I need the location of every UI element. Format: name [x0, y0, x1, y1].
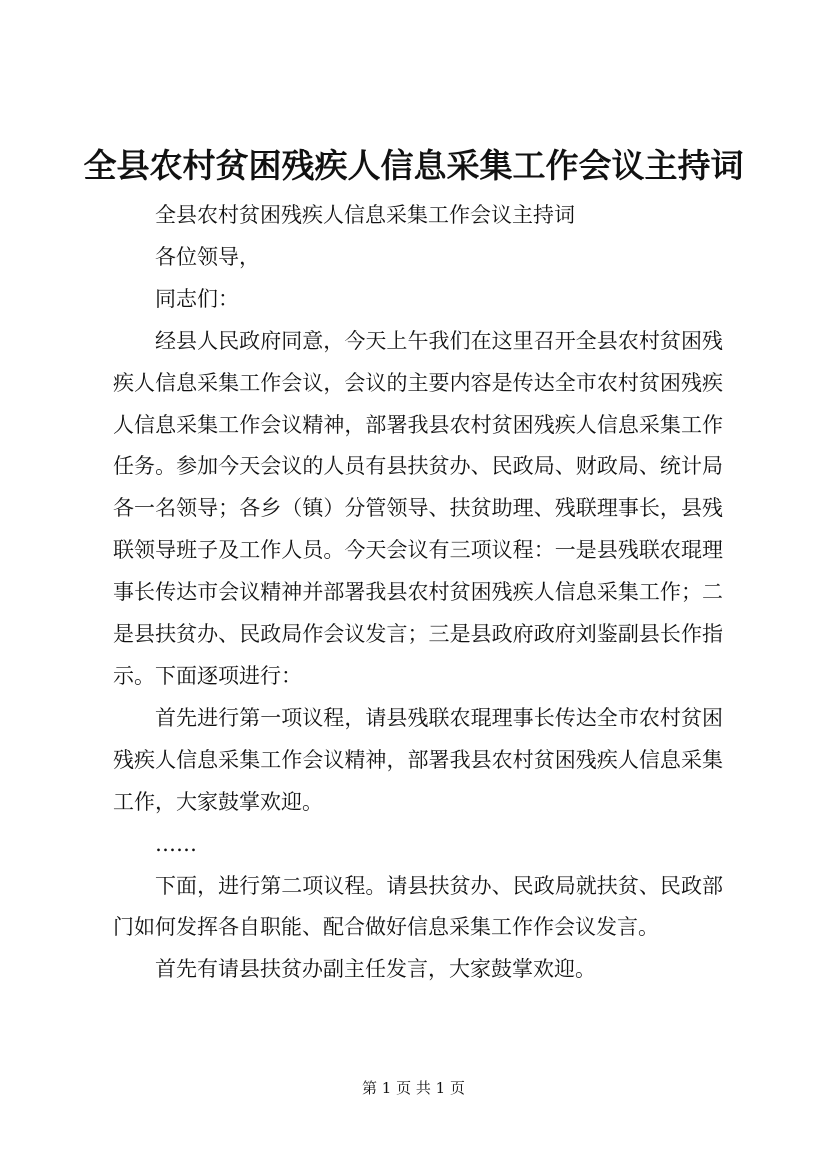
- paragraph-ellipsis: ……: [155, 831, 197, 856]
- document-body: [113, 195, 723, 991]
- paragraph-opening: 经县人民政府同意，今天上午我们在这里召开全县农村贫困残疾人信息采集工作会议，会议的主要内容是传达全市农村贫困残疾人信息采集工作会议精神，部署我县农村贫困残疾人信息采集工作任务。参加今天会议的人员有县扶贫办、民政局、财政局、统计局各一名领导；各乡（镇）分管领导、扶贫助理、残联理事长，县残联领导班子及工作人员。今天会议有三项议程：一是县残联农琨理事长传达市会议精神并部署我县农村贫困残疾人信息采集工作；二是县扶贫办、民政局作会议发言；三是县政府政府刘鉴副县长作指示。下面逐项进行：: [113, 328, 723, 688]
- paragraph-salutation-leaders: 各位领导，: [155, 244, 260, 269]
- paragraph-first-speaker: 首先有请县扶贫办副主任发言，大家鼓掌欢迎。: [155, 957, 596, 982]
- paragraph-subtitle: 全县农村贫困残疾人信息采集工作会议主持词: [155, 203, 575, 227]
- document-title: 全县农村贫困残疾人信息采集工作会议主持词: [83, 146, 744, 185]
- paragraph-second-agenda: 下面，进行第二项议程。请县扶贫办、民政局就扶贫、民政部门如何发挥各自职能、配合做好信息采集工作作会议发言。: [113, 873, 723, 940]
- paragraph-first-agenda: 首先进行第一项议程，请县残联农琨理事长传达全市农村贫困残疾人信息采集工作会议精神，部署我县农村贫困残疾人信息采集工作，大家鼓掌欢迎。: [113, 705, 723, 814]
- paragraph-salutation-comrades: 同志们：: [155, 286, 239, 311]
- page-footer: 第 1 页 共 1 页: [362, 1079, 465, 1097]
